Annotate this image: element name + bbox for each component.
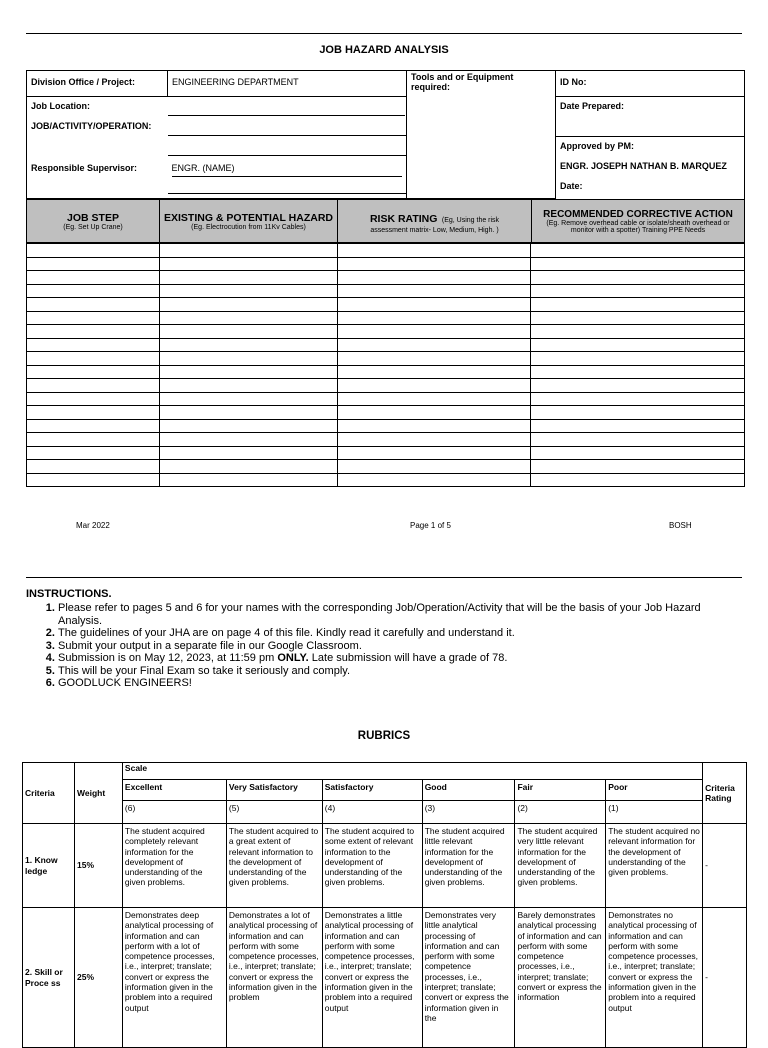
jha-entry-cell[interactable] xyxy=(337,406,531,420)
pm-name: ENGR. JOSEPH NATHAN B. MARQUEZ xyxy=(560,161,727,171)
division-label: Division Office / Project: xyxy=(31,77,136,87)
jha-entry-row xyxy=(27,298,745,312)
rubric-cell: The student acquired very little relevant information for the development of understanding of the given problems. xyxy=(515,824,606,908)
id-label: ID No: xyxy=(560,77,587,87)
col-hazard-note: (Eg. Electrocution from 11Kv Cables) xyxy=(191,223,306,231)
rating-knowledge[interactable]: - xyxy=(703,824,747,908)
jha-entry-cell[interactable] xyxy=(160,244,338,258)
jha-entry-row xyxy=(27,338,745,352)
score-fair: (2) xyxy=(515,801,606,824)
instruction-item: 1. Please refer to pages 5 and 6 for your names with the corresponding Job/Operation/Activity that will be the basis of your Job Hazard Analysis. xyxy=(58,602,736,627)
footer-date: Mar 2022 xyxy=(76,521,110,530)
jha-entry-cell[interactable] xyxy=(531,365,745,379)
criteria-rating-header: Criteria Rating xyxy=(703,763,747,824)
instruction-item: 6. GOODLUCK ENGINEERS! xyxy=(58,677,736,690)
jha-entry-row xyxy=(27,446,745,460)
job-location-label: Job Location: xyxy=(31,101,90,111)
jha-entry-row xyxy=(27,460,745,474)
jha-entry-row xyxy=(27,379,745,393)
col-risk-title-note: (Eg, Using the risk xyxy=(441,216,500,224)
footer-page-number: Page 1 of 5 xyxy=(410,521,451,530)
criteria-header: Criteria xyxy=(23,763,75,824)
score-satisfactory: (4) xyxy=(322,801,422,824)
col-risk-note: assessment matrix- Low, Medium, High. ) xyxy=(370,226,499,234)
blank-label-cell xyxy=(27,137,168,157)
level-poor: Poor xyxy=(606,780,703,801)
jha-entry-row xyxy=(27,352,745,366)
col-hazard xyxy=(160,200,338,242)
jha-entry-cell[interactable] xyxy=(27,392,160,406)
instructions xyxy=(26,588,736,690)
jha-entry-cell[interactable] xyxy=(160,284,338,298)
page-title: JOB HAZARD ANALYSIS xyxy=(319,44,449,56)
jha-entry-row xyxy=(27,406,745,420)
instruction-item: 2. The guidelines of your JHA are on page 4 of this file. Kindly read it carefully and understand it. xyxy=(58,627,736,640)
jha-entry-cell[interactable] xyxy=(160,379,338,393)
supervisor-line-2[interactable] xyxy=(168,181,407,199)
supervisor-value-cell[interactable] xyxy=(168,157,407,181)
jha-entry-cell[interactable] xyxy=(337,392,531,406)
col-corrective-title: RECOMMENDED CORRECTIVE ACTION xyxy=(543,208,733,220)
level-fair: Fair xyxy=(515,780,606,801)
date-label: Date: xyxy=(560,181,583,191)
rating-skill[interactable]: - xyxy=(703,908,747,1048)
footer-org: BOSH xyxy=(669,521,692,530)
jha-entry-cell[interactable] xyxy=(531,473,745,487)
jha-entry-cell[interactable] xyxy=(27,446,160,460)
tools-cell[interactable] xyxy=(407,71,556,199)
instruction-item xyxy=(58,652,736,665)
jha-entry-cell[interactable] xyxy=(337,473,531,487)
rubric-cell: The student acquired to some extent of relevant information to the development of understanding of the given problems. xyxy=(322,824,422,908)
jha-entry-cell[interactable] xyxy=(160,433,338,447)
supervisor-label: Responsible Supervisor: xyxy=(31,162,138,173)
instructions-heading: INSTRUCTIONS. xyxy=(26,588,112,600)
jha-entry-row xyxy=(27,325,745,339)
criterion-knowledge: 1. Know ledge xyxy=(23,824,75,908)
score-good: (3) xyxy=(422,801,515,824)
jha-entry-cell[interactable] xyxy=(27,257,160,271)
jha-entry-cell[interactable] xyxy=(337,284,531,298)
jha-entry-cell[interactable] xyxy=(337,338,531,352)
page-top-rule xyxy=(26,33,742,34)
supervisor-value: ENGR. (NAME) xyxy=(171,162,235,173)
rubric-cell: Demonstrates a lot of analytical processing of information and can perform with some competence processes, i.e., interpret; translate; convert or express the information given in the problem xyxy=(226,908,322,1048)
jha-entry-row xyxy=(27,392,745,406)
jha-entry-row xyxy=(27,473,745,487)
jha-entry-cell[interactable] xyxy=(27,244,160,258)
jha-entry-cell[interactable] xyxy=(160,257,338,271)
division-value-cell[interactable] xyxy=(168,71,407,97)
jha-entry-cell[interactable] xyxy=(337,271,531,285)
jha-entry-cell[interactable] xyxy=(160,406,338,420)
score-poor: (1) xyxy=(606,801,703,824)
jha-entry-row xyxy=(27,257,745,271)
activity-line[interactable] xyxy=(168,117,407,137)
col-corrective-note: (Eg. Remove overhead cable or isolate/sheath overhead or monitor with a spotter) Training PPE Needs xyxy=(546,219,730,234)
jha-entry-cell[interactable] xyxy=(337,325,531,339)
jha-entry-cell[interactable] xyxy=(337,446,531,460)
score-very-satisfactory: (5) xyxy=(226,801,322,824)
criterion-skill: 2. Skill or Proce ss xyxy=(23,908,75,1048)
job-location-label-cell xyxy=(27,97,168,117)
jha-entry-cell[interactable] xyxy=(27,419,160,433)
activity-line-2[interactable] xyxy=(168,137,407,157)
jha-entry-cell[interactable] xyxy=(160,446,338,460)
jha-entry-grid xyxy=(26,243,745,487)
level-excellent: Excellent xyxy=(122,780,226,801)
jha-entry-row xyxy=(27,433,745,447)
jha-entry-cell[interactable] xyxy=(337,352,531,366)
jha-entry-row xyxy=(27,311,745,325)
instruction-emphasis: ONLY. xyxy=(277,652,309,664)
col-hazard-title: EXISTING & POTENTIAL HAZARD xyxy=(164,211,333,224)
instruction-item-4-text: Submission is on May 12, 2023, at 11:59 pm xyxy=(58,652,275,664)
jha-entry-row xyxy=(27,271,745,285)
rubrics-title: RUBRICS xyxy=(357,730,411,742)
rubric-cell: Demonstrates a little analytical processing of information and can perform with some competence processes, i.e., interpret; translate; convert or express the information given in the problem into a required output xyxy=(322,908,422,1048)
division-label-cell xyxy=(27,71,168,97)
col-risk xyxy=(338,200,532,242)
jha-entry-cell[interactable] xyxy=(27,473,160,487)
jha-entry-cell[interactable] xyxy=(531,271,745,285)
page-2-top-rule xyxy=(26,577,742,578)
jha-entry-cell[interactable] xyxy=(531,244,745,258)
instruction-item: 3. Submit your output in a separate file in our Google Classroom. xyxy=(58,640,736,653)
jha-entry-cell[interactable] xyxy=(160,473,338,487)
jha-entry-cell[interactable] xyxy=(27,271,160,285)
jha-entry-cell[interactable] xyxy=(531,257,745,271)
rubric-cell: The student acquired little relevant information for the development of understanding of the given problems. xyxy=(422,824,515,908)
jha-entry-cell[interactable] xyxy=(27,325,160,339)
jha-entry-cell[interactable] xyxy=(531,352,745,366)
jha-entry-cell[interactable] xyxy=(337,379,531,393)
level-very-satisfactory: Very Satisfactory xyxy=(226,780,322,801)
jha-entry-cell[interactable] xyxy=(531,298,745,312)
approval-cell xyxy=(556,137,745,199)
date-prepared-label: Date Prepared: xyxy=(560,101,625,111)
score-excellent: (6) xyxy=(122,801,226,824)
weight-knowledge: 15% xyxy=(75,824,123,908)
jha-entry-row xyxy=(27,284,745,298)
jha-entry-cell[interactable] xyxy=(531,379,745,393)
rubric-cell: Demonstrates no analytical processing of information and can perform with some competence processes, i.e., interpret; translate; convert or express the information given in the problem into a required output xyxy=(606,908,703,1048)
jha-entry-cell[interactable] xyxy=(27,406,160,420)
jha-entry-cell[interactable] xyxy=(531,406,745,420)
jha-entry-cell[interactable] xyxy=(531,446,745,460)
id-cell[interactable] xyxy=(556,71,745,97)
rubric-cell: The student acquired no relevant information for the development of understanding of the given problems. xyxy=(606,824,703,908)
date-prepared-cell[interactable] xyxy=(556,97,745,137)
instructions-list xyxy=(26,602,736,690)
jha-entry-cell[interactable] xyxy=(531,433,745,447)
jha-entry-cell[interactable] xyxy=(531,311,745,325)
col-corrective xyxy=(532,200,744,242)
jha-header-table xyxy=(26,70,745,199)
instruction-item-4-tail: Late submission will have a grade of 78. xyxy=(308,652,508,664)
jha-entry-cell[interactable] xyxy=(160,392,338,406)
col-job-step-note: (Eg. Set Up Crane) xyxy=(63,223,123,231)
job-location-line[interactable] xyxy=(168,97,407,117)
jha-entry-cell[interactable] xyxy=(160,460,338,474)
jha-entry-cell[interactable] xyxy=(27,352,160,366)
jha-entry-cell[interactable] xyxy=(531,284,745,298)
supervisor-label-cell xyxy=(27,157,168,181)
col-job-step-title: JOB STEP xyxy=(67,211,119,224)
level-satisfactory: Satisfactory xyxy=(322,780,422,801)
jha-entry-cell[interactable] xyxy=(337,244,531,258)
jha-entry-cell[interactable] xyxy=(531,338,745,352)
jha-entry-cell[interactable] xyxy=(337,433,531,447)
jha-entry-row xyxy=(27,365,745,379)
jha-entry-cell[interactable] xyxy=(160,365,338,379)
scale-header: Scale xyxy=(122,763,702,780)
tools-label: Tools and or Equipment required: xyxy=(411,72,514,92)
activity-label: JOB/ACTIVITY/OPERATION: xyxy=(31,120,152,131)
jha-entry-cell[interactable] xyxy=(337,365,531,379)
rubric-cell: Demonstrates deep analytical processing of information and can perform with a lot of competence processes, i.e., interpret; translate; convert or express the information given in the problem into a required output xyxy=(122,908,226,1048)
col-job-step xyxy=(27,200,160,242)
activity-label-cell xyxy=(27,117,168,137)
jha-entry-cell[interactable] xyxy=(27,460,160,474)
jha-entry-cell[interactable] xyxy=(337,298,531,312)
jha-entry-cell[interactable] xyxy=(337,311,531,325)
approved-label: Approved by PM: xyxy=(560,141,635,151)
jha-entry-cell[interactable] xyxy=(160,298,338,312)
jha-entry-cell[interactable] xyxy=(27,311,160,325)
level-good: Good xyxy=(422,780,515,801)
rubric-cell: Barely demonstrates analytical processing of information and can perform with some competence processes, i.e., interpret; translate; convert or express the information xyxy=(515,908,606,1048)
jha-entry-cell[interactable] xyxy=(160,352,338,366)
jha-entry-cell[interactable] xyxy=(160,325,338,339)
weight-skill: 25% xyxy=(75,908,123,1048)
col-risk-title: RISK RATING xyxy=(369,212,438,225)
rubric-cell: Demonstrates very little analytical processing of information and can perform with some competence processes, i.e., interpret; translate; convert or express the information given in the xyxy=(422,908,515,1048)
rubric-cell: The student acquired completely relevant information for the development of understanding of the given problems. xyxy=(122,824,226,908)
rubric-cell: The student acquired to a great extent of relevant information to the development of understanding of the given problems. xyxy=(226,824,322,908)
jha-entry-cell[interactable] xyxy=(337,419,531,433)
jha-column-header xyxy=(26,199,745,243)
jha-entry-cell[interactable] xyxy=(27,365,160,379)
jha-entry-cell[interactable] xyxy=(337,257,531,271)
jha-entry-row xyxy=(27,244,745,258)
jha-entry-cell[interactable] xyxy=(531,392,745,406)
rubrics-table xyxy=(22,762,747,1048)
blank-label-cell-2 xyxy=(27,181,168,199)
jha-entry-row xyxy=(27,419,745,433)
instruction-item: 5. This will be your Final Exam so take it seriously and comply. xyxy=(58,665,736,678)
jha-entry-cell[interactable] xyxy=(160,271,338,285)
jha-entry-cell[interactable] xyxy=(531,325,745,339)
jha-entry-cell[interactable] xyxy=(160,419,338,433)
jha-entry-cell[interactable] xyxy=(531,460,745,474)
jha-entry-cell[interactable] xyxy=(27,433,160,447)
jha-entry-cell[interactable] xyxy=(27,338,160,352)
jha-entry-cell[interactable] xyxy=(531,419,745,433)
jha-entry-cell[interactable] xyxy=(337,460,531,474)
weight-header: Weight xyxy=(75,763,123,824)
jha-entry-cell[interactable] xyxy=(27,284,160,298)
division-value: ENGINEERING DEPARTMENT xyxy=(172,77,299,87)
jha-entry-cell[interactable] xyxy=(27,298,160,312)
jha-entry-cell[interactable] xyxy=(160,311,338,325)
jha-entry-cell[interactable] xyxy=(160,338,338,352)
jha-entry-cell[interactable] xyxy=(27,379,160,393)
